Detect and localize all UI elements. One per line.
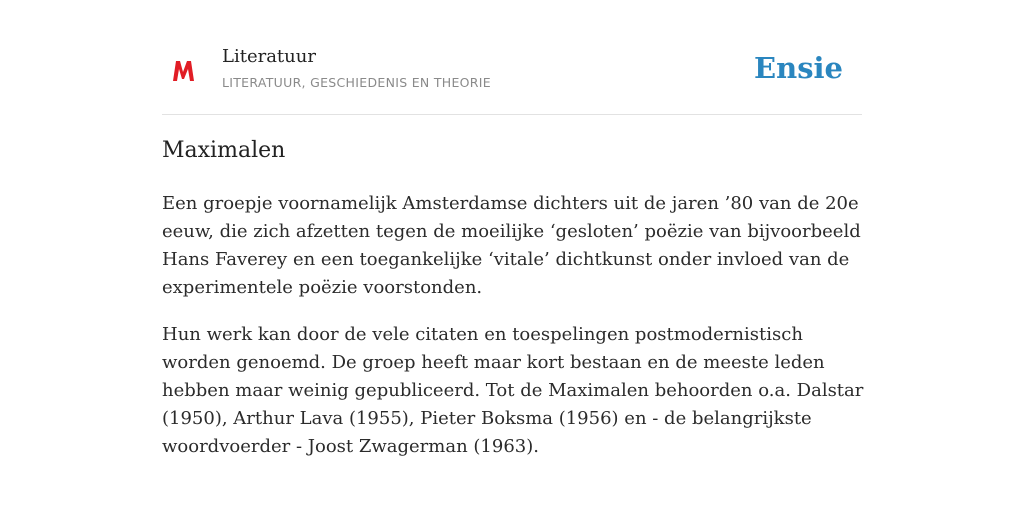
entry-title: Maximalen [162, 138, 286, 163]
category-subtitle: LITERATUUR, GESCHIEDENIS EN THEORIE [222, 75, 491, 90]
entry-paragraph: Hun werk kan door de vele citaten en toespelingen postmodernistisch worden genoemd. De groep heeft maar kort bestaan en de meeste leden hebben maar weinig gepubliceerd. Tot de Maximalen behoorden o.a. Dalstar (1950), Arthur Lava (1955), Pieter Boksma (1956) en - de belangrijkste woordvoerder - Joost Zwagerman (1963). [162, 324, 864, 457]
category-title[interactable]: Literatuur [222, 46, 316, 67]
ensie-brand-logo[interactable]: Ensie [754, 51, 843, 85]
header [162, 42, 862, 115]
entry-body [162, 190, 867, 480]
magazine-m-logo-icon[interactable] [172, 56, 198, 86]
entry-paragraph: Een groepje voornamelijk Amsterdamse dichters uit de jaren ’80 van de 20e eeuw, die zich afzetten tegen de moeilijke ‘gesloten’ poëzie van bijvoorbeeld Hans Faverey en een toegankelijke ‘vitale’ dichtkunst onder invloed van de experimentele poëzie voorstonden. [162, 193, 861, 298]
